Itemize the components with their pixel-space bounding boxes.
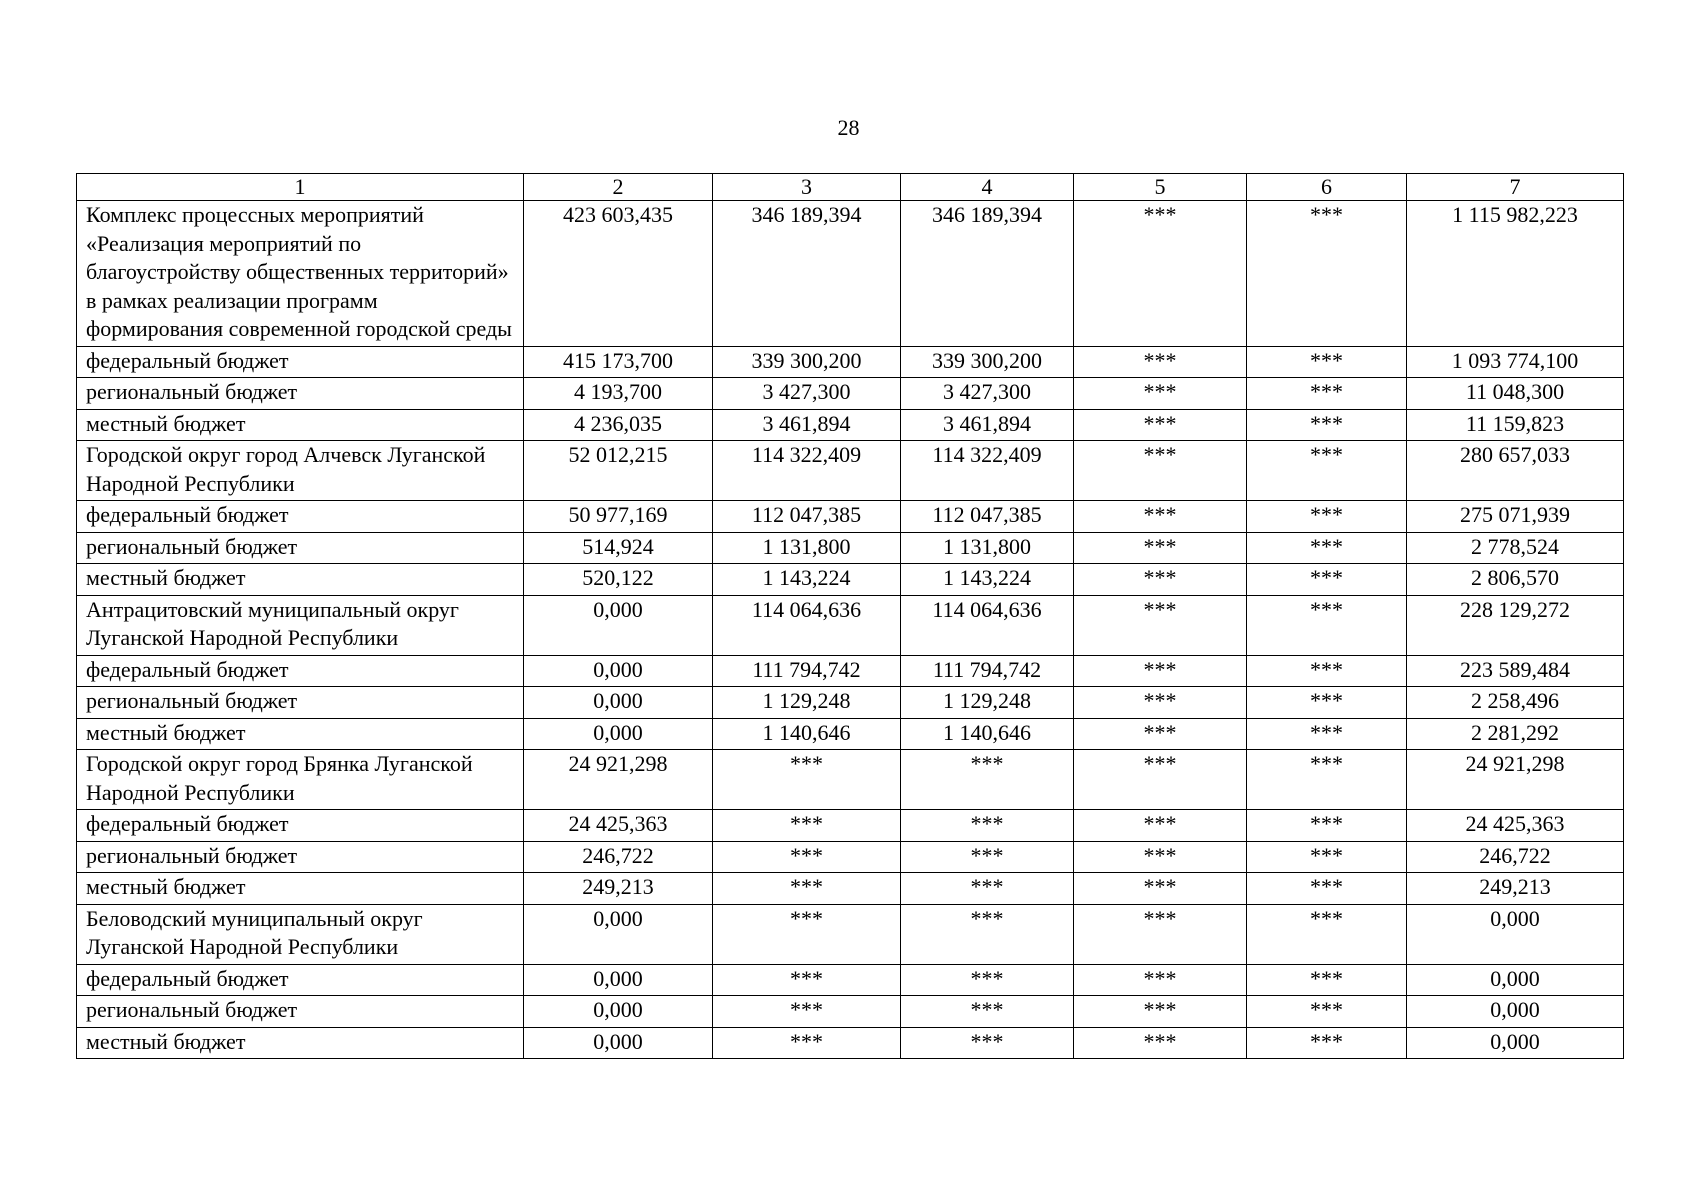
value-cell: 1 143,224 — [713, 564, 901, 596]
value-cell: 4 193,700 — [524, 378, 713, 410]
table-row — [77, 1027, 1624, 1059]
value-cell: *** — [1247, 409, 1407, 441]
table-row — [77, 841, 1624, 873]
table-row — [77, 378, 1624, 410]
value-cell: 0,000 — [524, 718, 713, 750]
value-cell: 246,722 — [1407, 841, 1624, 873]
value-cell: *** — [1247, 841, 1407, 873]
value-cell: *** — [713, 750, 901, 810]
value-cell: 112 047,385 — [901, 501, 1074, 533]
value-cell: *** — [1074, 873, 1247, 905]
row-label-cell: местный бюджет — [77, 409, 524, 441]
value-cell: *** — [1247, 501, 1407, 533]
value-cell: *** — [901, 904, 1074, 964]
row-label-cell: Антрацитовский муниципальный округ Луганской Народной Республики — [77, 595, 524, 655]
value-cell: 50 977,169 — [524, 501, 713, 533]
value-cell: 11 159,823 — [1407, 409, 1624, 441]
value-cell: *** — [901, 841, 1074, 873]
value-cell: *** — [1247, 532, 1407, 564]
row-label-cell: местный бюджет — [77, 564, 524, 596]
value-cell: *** — [1074, 532, 1247, 564]
table-row — [77, 718, 1624, 750]
value-cell: 249,213 — [1407, 873, 1624, 905]
value-cell: *** — [1247, 750, 1407, 810]
value-cell: 3 427,300 — [901, 378, 1074, 410]
page-number: 28 — [837, 115, 860, 140]
value-cell: 1 143,224 — [901, 564, 1074, 596]
table-row — [77, 409, 1624, 441]
table-row — [77, 996, 1624, 1028]
column-header: 7 — [1407, 174, 1624, 201]
value-cell: 415 173,700 — [524, 346, 713, 378]
table-row — [77, 873, 1624, 905]
value-cell: *** — [901, 750, 1074, 810]
value-cell: *** — [1074, 810, 1247, 842]
value-cell: *** — [1074, 346, 1247, 378]
value-cell: *** — [1247, 201, 1407, 347]
row-label-cell: Комплекс процессных мероприятий «Реализация мероприятий по благоустройству общественных территорий» в рамках реализации программ формирования современной городской среды — [77, 201, 524, 347]
table-body — [77, 201, 1624, 1059]
value-cell: *** — [1074, 441, 1247, 501]
row-label-cell: Городской округ город Алчевск Луганской Народной Республики — [77, 441, 524, 501]
value-cell: 24 425,363 — [1407, 810, 1624, 842]
value-cell: *** — [901, 1027, 1074, 1059]
value-cell: *** — [1074, 964, 1247, 996]
row-label-cell: местный бюджет — [77, 718, 524, 750]
value-cell: 114 322,409 — [713, 441, 901, 501]
value-cell: 2 281,292 — [1407, 718, 1624, 750]
value-cell: 1 131,800 — [713, 532, 901, 564]
table-row — [77, 501, 1624, 533]
value-cell: *** — [713, 964, 901, 996]
value-cell: *** — [1247, 996, 1407, 1028]
value-cell: 339 300,200 — [713, 346, 901, 378]
value-cell: 0,000 — [524, 996, 713, 1028]
value-cell: *** — [1247, 964, 1407, 996]
value-cell: 24 921,298 — [524, 750, 713, 810]
value-cell: *** — [1247, 346, 1407, 378]
value-cell: *** — [1247, 441, 1407, 501]
value-cell: 3 427,300 — [713, 378, 901, 410]
value-cell: 111 794,742 — [901, 655, 1074, 687]
value-cell: 4 236,035 — [524, 409, 713, 441]
row-label-cell: местный бюджет — [77, 873, 524, 905]
table-row — [77, 750, 1624, 810]
value-cell: *** — [1247, 687, 1407, 719]
value-cell: *** — [1074, 1027, 1247, 1059]
value-cell: 114 064,636 — [713, 595, 901, 655]
value-cell: 0,000 — [524, 595, 713, 655]
value-cell: *** — [1074, 564, 1247, 596]
table-row — [77, 532, 1624, 564]
value-cell: 514,924 — [524, 532, 713, 564]
value-cell: 1 115 982,223 — [1407, 201, 1624, 347]
value-cell: 1 140,646 — [713, 718, 901, 750]
value-cell: 1 093 774,100 — [1407, 346, 1624, 378]
value-cell: 1 131,800 — [901, 532, 1074, 564]
value-cell: 3 461,894 — [901, 409, 1074, 441]
value-cell: *** — [713, 996, 901, 1028]
row-label-cell: федеральный бюджет — [77, 501, 524, 533]
row-label-cell: Беловодский муниципальный округ Луганской Народной Республики — [77, 904, 524, 964]
value-cell: *** — [713, 841, 901, 873]
value-cell: *** — [1074, 409, 1247, 441]
value-cell: 2 806,570 — [1407, 564, 1624, 596]
table-row — [77, 810, 1624, 842]
value-cell: *** — [1074, 655, 1247, 687]
value-cell: 0,000 — [1407, 1027, 1624, 1059]
column-header: 2 — [524, 174, 713, 201]
value-cell: 280 657,033 — [1407, 441, 1624, 501]
row-label-cell: региональный бюджет — [77, 996, 524, 1028]
value-cell: 1 129,248 — [713, 687, 901, 719]
row-label-cell: региональный бюджет — [77, 532, 524, 564]
value-cell: 0,000 — [524, 964, 713, 996]
value-cell: *** — [1247, 810, 1407, 842]
column-number-row — [77, 174, 1624, 201]
table-row — [77, 201, 1624, 347]
value-cell: *** — [901, 873, 1074, 905]
row-label-cell: региональный бюджет — [77, 687, 524, 719]
value-cell: 0,000 — [524, 1027, 713, 1059]
value-cell: 11 048,300 — [1407, 378, 1624, 410]
value-cell: 24 921,298 — [1407, 750, 1624, 810]
value-cell: 0,000 — [524, 904, 713, 964]
row-label-cell: местный бюджет — [77, 1027, 524, 1059]
value-cell: 52 012,215 — [524, 441, 713, 501]
value-cell: 0,000 — [1407, 904, 1624, 964]
value-cell: *** — [1247, 378, 1407, 410]
value-cell: 0,000 — [1407, 964, 1624, 996]
value-cell: 112 047,385 — [713, 501, 901, 533]
row-label-cell: федеральный бюджет — [77, 655, 524, 687]
value-cell: 346 189,394 — [713, 201, 901, 347]
value-cell: *** — [1074, 201, 1247, 347]
value-cell: 111 794,742 — [713, 655, 901, 687]
table-row — [77, 904, 1624, 964]
value-cell: 1 140,646 — [901, 718, 1074, 750]
value-cell: *** — [901, 810, 1074, 842]
value-cell: *** — [1247, 595, 1407, 655]
row-label-cell: федеральный бюджет — [77, 964, 524, 996]
column-header: 5 — [1074, 174, 1247, 201]
value-cell: *** — [1247, 904, 1407, 964]
value-cell: *** — [1074, 687, 1247, 719]
value-cell: 249,213 — [524, 873, 713, 905]
value-cell: 0,000 — [524, 687, 713, 719]
column-header: 4 — [901, 174, 1074, 201]
row-label-cell: федеральный бюджет — [77, 346, 524, 378]
value-cell: *** — [1247, 1027, 1407, 1059]
value-cell: 275 071,939 — [1407, 501, 1624, 533]
value-cell: *** — [1247, 873, 1407, 905]
value-cell: 2 778,524 — [1407, 532, 1624, 564]
table-row — [77, 655, 1624, 687]
value-cell: 114 064,636 — [901, 595, 1074, 655]
row-label-cell: региональный бюджет — [77, 378, 524, 410]
value-cell: 223 589,484 — [1407, 655, 1624, 687]
value-cell: *** — [1247, 655, 1407, 687]
value-cell: 3 461,894 — [713, 409, 901, 441]
table-row — [77, 564, 1624, 596]
value-cell: *** — [1247, 718, 1407, 750]
budget-table — [76, 173, 1624, 1059]
column-header: 1 — [77, 174, 524, 201]
value-cell: *** — [1074, 996, 1247, 1028]
value-cell: *** — [1074, 378, 1247, 410]
value-cell: *** — [1074, 501, 1247, 533]
table-row — [77, 441, 1624, 501]
value-cell: 0,000 — [524, 655, 713, 687]
value-cell: *** — [1074, 904, 1247, 964]
value-cell: *** — [901, 996, 1074, 1028]
value-cell: *** — [1247, 564, 1407, 596]
value-cell: *** — [901, 964, 1074, 996]
column-header: 6 — [1247, 174, 1407, 201]
value-cell: *** — [713, 810, 901, 842]
value-cell: 1 129,248 — [901, 687, 1074, 719]
column-header: 3 — [713, 174, 901, 201]
value-cell: *** — [1074, 595, 1247, 655]
value-cell: 339 300,200 — [901, 346, 1074, 378]
table-row — [77, 964, 1624, 996]
value-cell: *** — [713, 873, 901, 905]
table-row — [77, 687, 1624, 719]
row-label-cell: федеральный бюджет — [77, 810, 524, 842]
value-cell: *** — [713, 904, 901, 964]
table-row — [77, 595, 1624, 655]
value-cell: 114 322,409 — [901, 441, 1074, 501]
row-label-cell: Городской округ город Брянка Луганской Народной Республики — [77, 750, 524, 810]
value-cell: 2 258,496 — [1407, 687, 1624, 719]
value-cell: 0,000 — [1407, 996, 1624, 1028]
row-label-cell: региональный бюджет — [77, 841, 524, 873]
table-row — [77, 346, 1624, 378]
value-cell: 423 603,435 — [524, 201, 713, 347]
value-cell: 228 129,272 — [1407, 595, 1624, 655]
value-cell: *** — [1074, 841, 1247, 873]
value-cell: 520,122 — [524, 564, 713, 596]
value-cell: 346 189,394 — [901, 201, 1074, 347]
value-cell: *** — [713, 1027, 901, 1059]
value-cell: 246,722 — [524, 841, 713, 873]
value-cell: *** — [1074, 750, 1247, 810]
value-cell: *** — [1074, 718, 1247, 750]
value-cell: 24 425,363 — [524, 810, 713, 842]
